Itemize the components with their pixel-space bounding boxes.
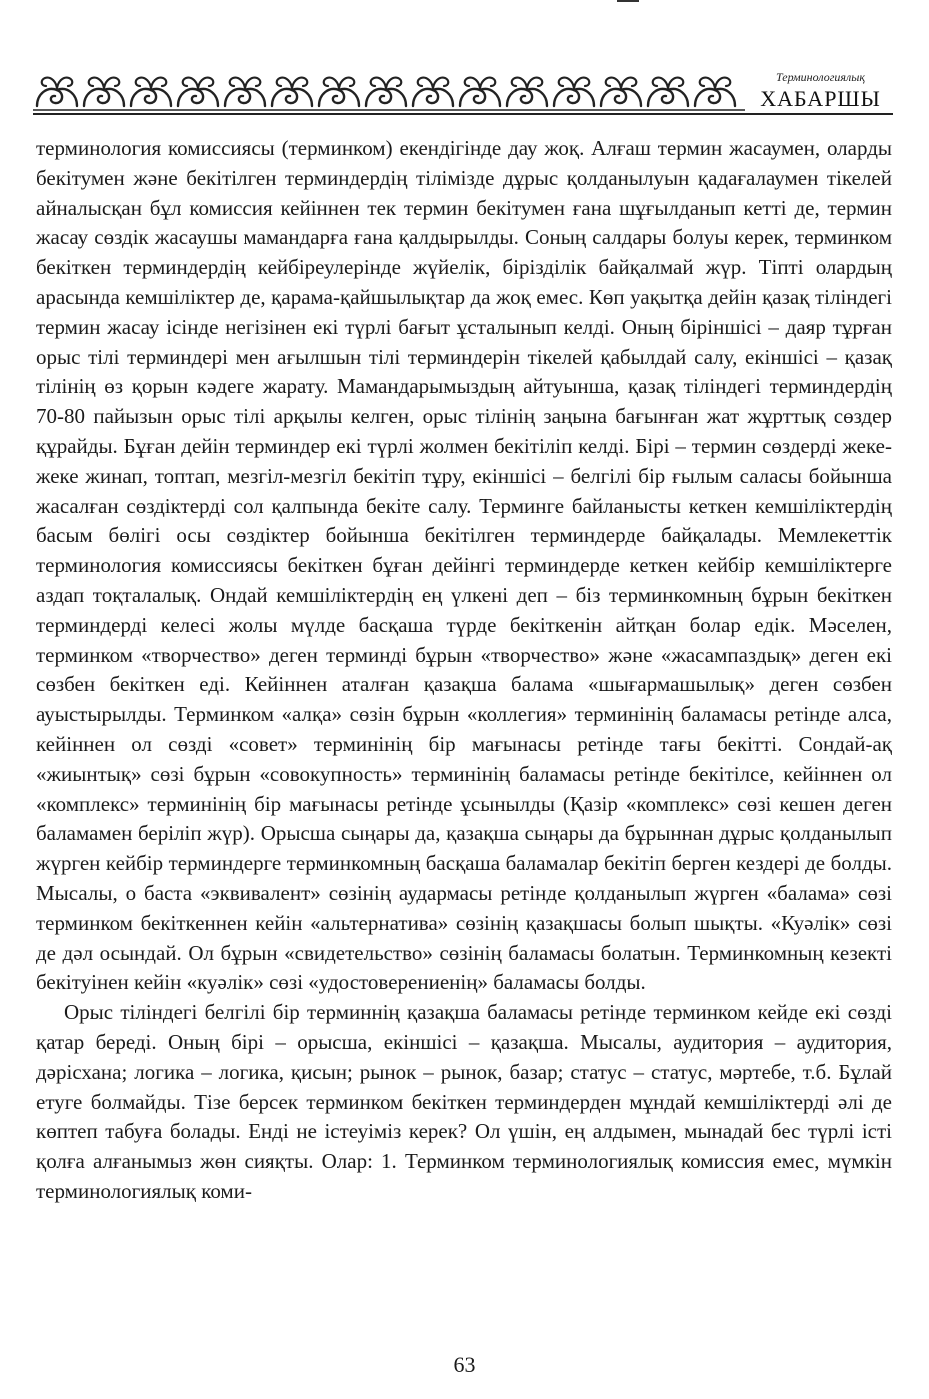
- scroll-ornament-icon: [33, 72, 745, 112]
- top-edge-mark: [617, 0, 639, 2]
- paragraph: терминология комиссиясы (терминком) екендігінде дау жоқ. Алғаш термин жасаумен, оларды бекітумен және бекітілген терминдердің тілімізде дұрыс қолданылуын қадағалаумен тікелей айналысқан бұл комиссия кейіннен тек термин бекітумен ғана шұғылданып кетті де, термин жасау сөздік жасаушы мамандарға ғана қалдырылды. Соның салдары болуы керек, терминком бекіткен терминдердің кейбіреулерінде жүйелік, бірізділік байқалмай жүр. Тіпті олардың арасында кемшіліктер де, қарама-қайшылықтар да жоқ емес. Көп уақытқа дейін қазақ тіліндегі термин жасау ісінде негізінен екі түрлі бағыт ұсталынып келді. Оның біріншісі – даяр тұрған орыс тілі терминдері мен ағылшын тілі терминдерін тікелей қабылдай салу, екіншісі – қазақ тілінің өз қорын кәдеге жарату. Мамандарымыздың айтуынша, қазақ тіліндегі терминдердің 70-80 пайызын орыс тілі арқылы келген, орыс тілінің заңына бағынған жат жұрттық сөздер құрайды. Бұған дейін терминдер екі түрлі жолмен бекітіліп келді. Бірі – термин сөздерді жеке-жеке жинап, топтап, мезгіл-мезгіл бекітіп тұру, екіншісі – белгілі бір ғылым саласы бойынша жасалған сөздіктерді сол қалпында бекіте салу. Терминге байланысты кеткен кемшіліктердің басым бөлігі осы сөздіктер бойынша бекітілген терминдерде байқалады. Мемлекеттік терминология комиссиясы бекіткен бұған дейінгі терминдерде кеткен кейбір кемшіліктерге аздап тоқталалық. Ондай кемшіліктердің ең үлкені деп – біз терминкомның бұрын бекіткен терминдерді келесі жолы мүлде басқаша түрде бекіткенін айтқан болар едік. Мәселен, терминком «творчество» деген терминді бұрын «творчество» және «жасампаздық» деген екі сөзбен бекіткен еді. Кейіннен аталған қазақша балама «шығармашылық» деген сөзбен ауыстырылды. Терминком «алқа» сөзін бұрын «коллегия» терминінің баламасы ретінде алса, кейіннен ол сөзді «совет» терминінің бір мағынасы ретінде тағы бекітті. Сондай-ақ «жиынтық» сөзі бұрын «совокупность» терминінің баламасы ретінде бекітілсе, кейіннен ол «комплекс» терминінің бір мағынасы ретінде ұсынылды (Қазір «комплекс» сөзі кешен деген баламамен беріліп жүр). Орысша сыңары да, қазақша сыңары да бұрыннан дұрыс қолданылып жүрген кейбір терминдерге терминкомның басқаша баламалар бекітіп берген кездері де болды. Мысалы, о баста «эквивалент» сөзінің аудармасы ретінде қолданылып жүрген «балама» сөзі терминком бекіткеннен кейін «альтернатива» сөзінің қазақшасы болып шықты. «Куәлік» сөзі де дәл осындай. Ол бұрын «свидетельство» сөзінің баламасы болатын. Терминкомның кезекті бекітуінен кейін «куәлік» сөзі «удостоверениенің» баламасы болды.: [36, 136, 892, 995]
- page-number: 63: [453, 1352, 476, 1377]
- journal-title: ХАБАРШЫ: [760, 86, 881, 111]
- paragraph: Орыс тіліндегі белгілі бір терминнің қазақша баламасы ретінде терминком кейде екі сөзді қатар береді. Оның бірі – орысша, екіншісі – қазақша. Мысалы, аудитория – аудитория, дәрісхана; логика – логика, қисын; рынок – рынок, базар; статус – статус, мәртебе, т.б. Бұлай етуге болмайды. Тізе берсек терминком бекіткен терминдерден мұндай кемшіліктерді әлі де көптеп табуға болады. Енді не істеуіміз керек? Ол үшін, ең алдымен, мынадай бес түрлі істі қолға алғанымыз жөн сияқты. Олар: 1. Терминком терминологиялық комиссия емес, мүмкін терминологиялық коми-: [36, 1000, 892, 1203]
- header-rule: [33, 113, 893, 115]
- article-body: [36, 134, 892, 1207]
- journal-subtitle: Терминологиялық: [776, 70, 865, 84]
- page-header: [33, 66, 893, 118]
